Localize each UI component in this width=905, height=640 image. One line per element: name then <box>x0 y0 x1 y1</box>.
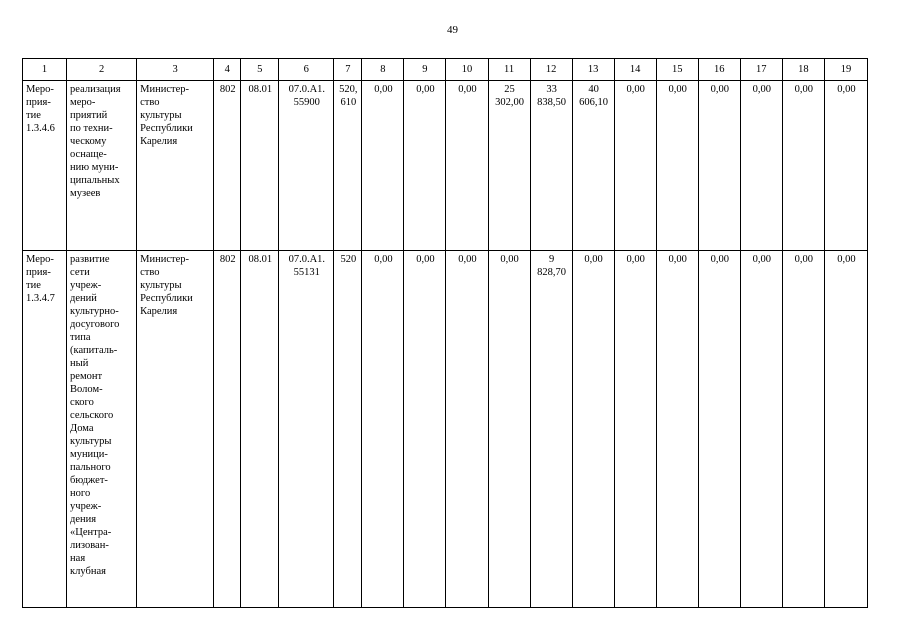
value-cell: 0,00 <box>362 250 404 607</box>
column-number-cell: 15 <box>656 59 698 81</box>
column-number-cell: 13 <box>572 59 614 81</box>
value-cell: 0,00 <box>698 80 740 250</box>
column-number-cell: 16 <box>698 59 740 81</box>
value-cell: 0,00 <box>572 250 614 607</box>
value-cell: 0,00 <box>404 250 446 607</box>
value-cell: 0,00 <box>404 80 446 250</box>
value-cell: 0,00 <box>656 80 698 250</box>
column-number-cell: 1 <box>23 59 67 81</box>
value-cell: 0,00 <box>614 80 656 250</box>
value-cell: 520, 610 <box>334 80 362 250</box>
value-cell: 0,00 <box>824 250 867 607</box>
column-number-cell: 5 <box>241 59 279 81</box>
column-number-row <box>23 59 868 81</box>
value-cell: 0,00 <box>782 250 824 607</box>
value-cell: 0,00 <box>656 250 698 607</box>
value-cell: 802 <box>214 250 241 607</box>
column-number-cell: 9 <box>404 59 446 81</box>
value-cell: 08.01 <box>241 80 279 250</box>
value-cell: 520 <box>334 250 362 607</box>
value-cell: 08.01 <box>241 250 279 607</box>
column-number-cell: 3 <box>137 59 214 81</box>
value-cell: 0,00 <box>782 80 824 250</box>
table-row <box>23 80 868 250</box>
executor-cell: Министер- ство культуры Республики Карелия <box>137 250 214 607</box>
value-cell: 0,00 <box>614 250 656 607</box>
value-cell: 0,00 <box>488 250 530 607</box>
budget-table <box>22 58 868 608</box>
value-cell: 07.0.А1. 55900 <box>279 80 334 250</box>
measure-id-cell: Меро- прия- тие 1.3.4.6 <box>23 80 67 250</box>
column-number-cell: 12 <box>530 59 572 81</box>
value-cell: 0,00 <box>446 80 488 250</box>
measure-id-cell: Меро- прия- тие 1.3.4.7 <box>23 250 67 607</box>
column-number-cell: 14 <box>614 59 656 81</box>
value-cell: 0,00 <box>698 250 740 607</box>
page-number: 49 <box>447 24 458 36</box>
column-number-cell: 10 <box>446 59 488 81</box>
column-number-cell: 4 <box>214 59 241 81</box>
column-number-cell: 18 <box>782 59 824 81</box>
value-cell: 0,00 <box>824 80 867 250</box>
value-cell: 07.0.А1. 55131 <box>279 250 334 607</box>
column-number-cell: 8 <box>362 59 404 81</box>
value-cell: 9 828,70 <box>530 250 572 607</box>
table-row <box>23 250 868 607</box>
value-cell: 33 838,50 <box>530 80 572 250</box>
value-cell: 0,00 <box>740 80 782 250</box>
column-number-cell: 2 <box>67 59 137 81</box>
value-cell: 0,00 <box>740 250 782 607</box>
column-number-cell: 11 <box>488 59 530 81</box>
value-cell: 0,00 <box>362 80 404 250</box>
value-cell: 0,00 <box>446 250 488 607</box>
column-number-cell: 7 <box>334 59 362 81</box>
value-cell: 25 302,00 <box>488 80 530 250</box>
value-cell: 40 606,10 <box>572 80 614 250</box>
executor-cell: Министер- ство культуры Республики Карелия <box>137 80 214 250</box>
column-number-cell: 19 <box>824 59 867 81</box>
column-number-cell: 6 <box>279 59 334 81</box>
value-cell: 802 <box>214 80 241 250</box>
column-number-cell: 17 <box>740 59 782 81</box>
measure-description-cell: развитие сети учреж- дений культурно- досугового типа (капиталь- ный ремонт Волом- ского сельского Дома культуры муници- пального бюджет- ного учреж- дения «Центра- лизован- ная клубная <box>67 250 137 607</box>
measure-description-cell: реализация меро- приятий по техни- ческому оснаще- нию муни- ципальных музеев <box>67 80 137 250</box>
